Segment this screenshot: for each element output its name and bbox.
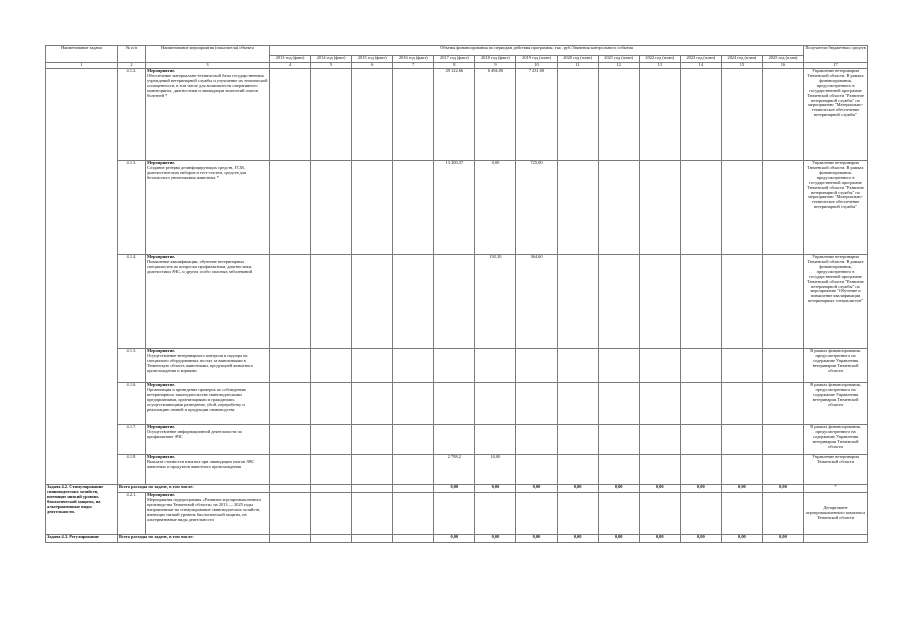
funding-value bbox=[598, 493, 639, 535]
funding-value bbox=[270, 455, 311, 485]
total-value: 0,00 bbox=[639, 485, 680, 493]
event-description bbox=[146, 161, 270, 255]
total-value: 0,00 bbox=[557, 485, 598, 493]
funding-value bbox=[270, 425, 311, 455]
funding-value bbox=[270, 383, 311, 425]
funding-value bbox=[270, 349, 311, 383]
funding-value bbox=[557, 161, 598, 255]
funding-value bbox=[598, 383, 639, 425]
funding-value bbox=[516, 455, 557, 485]
table-row bbox=[46, 455, 868, 485]
recipient: Управление ветеринарии Тюменской области. В рамках финансирования, предусмотренного в государственной программе Тюменской области "Развитие ветеринарной службы" по мероприятию "Материально-техническое обеспечение ветеринарной службы" bbox=[804, 161, 868, 255]
funding-value bbox=[721, 455, 762, 485]
funding-value: 0,00 bbox=[475, 161, 516, 255]
funding-value: 13 200,37 bbox=[434, 161, 475, 255]
funding-value bbox=[516, 493, 557, 535]
event-number: 4.1.8. bbox=[118, 455, 146, 485]
funding-value bbox=[311, 161, 352, 255]
funding-value bbox=[352, 425, 393, 455]
total-value bbox=[352, 535, 393, 543]
total-value: 0,00 bbox=[516, 535, 557, 543]
funding-value bbox=[352, 383, 393, 425]
recipient: В рамках финансирования, предусмотренного на содержание Управления ветеринарии Тюменской области bbox=[804, 349, 868, 383]
funding-value bbox=[680, 161, 721, 255]
funding-value bbox=[762, 161, 803, 255]
funding-value bbox=[762, 69, 803, 161]
event-description bbox=[146, 69, 270, 161]
funding-value bbox=[352, 255, 393, 349]
funding-value bbox=[762, 383, 803, 425]
funding-value bbox=[557, 493, 598, 535]
table-row bbox=[46, 383, 868, 425]
total-value: 0,00 bbox=[639, 535, 680, 543]
event-number: 4.1.3. bbox=[118, 161, 146, 255]
funding-value bbox=[311, 455, 352, 485]
total-value: 0,00 bbox=[434, 535, 475, 543]
funding-value bbox=[721, 425, 762, 455]
column-number: 1 bbox=[46, 63, 118, 69]
funding-value bbox=[762, 255, 803, 349]
year-header: 2018 год (факт) bbox=[475, 56, 516, 63]
funding-value bbox=[557, 69, 598, 161]
column-number: 15 bbox=[721, 63, 762, 69]
funding-value bbox=[639, 255, 680, 349]
funding-value bbox=[598, 349, 639, 383]
year-header: 2019 год (план) bbox=[516, 56, 557, 63]
header-number: № п/п bbox=[118, 46, 146, 63]
year-header: 2017 год (факт) bbox=[434, 56, 475, 63]
total-value bbox=[393, 485, 434, 493]
task-name: Задача 4.3. Регулирование bbox=[46, 535, 118, 543]
funding-value bbox=[762, 493, 803, 535]
recipient: Управление ветеринарии Тюменской области. В рамках финансирования, предусмотренного в государственной программе Тюменской области "Развитие ветеринарной службы" по мероприятию "Обучение и повышение квалификации ветеринарных специалистов" bbox=[804, 255, 868, 349]
funding-value bbox=[598, 455, 639, 485]
funding-value bbox=[393, 69, 434, 161]
program-funding-table bbox=[45, 45, 868, 543]
table-row bbox=[46, 255, 868, 349]
funding-value bbox=[393, 255, 434, 349]
event-text: Повышение квалификации, обучение ветеринарных специалистов по вопросам профилактики, диагностики, диагностики АЧС, и других особо опасных заболеваний bbox=[147, 258, 253, 274]
event-title: Мероприятие. bbox=[147, 382, 176, 387]
total-value: 0,00 bbox=[557, 535, 598, 543]
funding-value bbox=[475, 425, 516, 455]
event-description bbox=[146, 493, 270, 535]
column-number: 17 bbox=[804, 63, 868, 69]
event-title: Мероприятие. bbox=[147, 68, 176, 73]
header-event: Наименование мероприятия (показателя) объекта bbox=[146, 46, 270, 63]
table-row bbox=[46, 349, 868, 383]
recipient: Департамент агропромышленного комплекса Тюменской области bbox=[804, 493, 868, 535]
funding-value bbox=[721, 349, 762, 383]
funding-value bbox=[311, 349, 352, 383]
funding-value bbox=[680, 383, 721, 425]
column-number: 5 bbox=[311, 63, 352, 69]
funding-value bbox=[639, 161, 680, 255]
funding-value: 725,00 bbox=[516, 161, 557, 255]
funding-value bbox=[762, 455, 803, 485]
event-number: 4.1.2. bbox=[118, 69, 146, 161]
column-number: 3 bbox=[146, 63, 270, 69]
funding-value bbox=[762, 425, 803, 455]
header-recipient: Получатели бюджетных средств bbox=[804, 46, 868, 63]
total-value: 0,00 bbox=[680, 485, 721, 493]
column-number: 9 bbox=[475, 63, 516, 69]
funding-value bbox=[352, 455, 393, 485]
funding-value bbox=[598, 161, 639, 255]
funding-value bbox=[352, 493, 393, 535]
funding-value bbox=[434, 349, 475, 383]
funding-value bbox=[393, 161, 434, 255]
table-row bbox=[46, 69, 868, 161]
column-number: 11 bbox=[557, 63, 598, 69]
funding-value: 192,30 bbox=[475, 255, 516, 349]
funding-value bbox=[475, 383, 516, 425]
year-header: 2024 год (план) bbox=[721, 56, 762, 63]
total-value: 0,00 bbox=[475, 535, 516, 543]
event-number: 4.1.4. bbox=[118, 255, 146, 349]
column-number: 14 bbox=[680, 63, 721, 69]
year-header: 2022 год (план) bbox=[639, 56, 680, 63]
event-title: Мероприятие. bbox=[147, 254, 176, 259]
funding-value: 6 494,00 bbox=[475, 69, 516, 161]
funding-value bbox=[680, 69, 721, 161]
funding-value bbox=[434, 255, 475, 349]
funding-value bbox=[639, 69, 680, 161]
event-title: Мероприятие. bbox=[147, 424, 176, 429]
total-value: 0,00 bbox=[721, 535, 762, 543]
funding-value bbox=[639, 425, 680, 455]
recipient bbox=[804, 535, 868, 543]
header-funding: Объемы финансирования по периодам действия программы, тыс. руб./Значения контрольного события bbox=[270, 46, 804, 56]
event-number: 4.2.1. bbox=[118, 493, 146, 535]
year-header: 2015 год (факт) bbox=[352, 56, 393, 63]
funding-value bbox=[557, 425, 598, 455]
funding-value: 7 231,00 bbox=[516, 69, 557, 161]
funding-value bbox=[680, 493, 721, 535]
event-text: Мероприятия подпрограммы «Развитие агропромышленного производства Тюменской области» на 2013 — 2025 годы направленные на стимулирование свиноводческих хозяйств, имеющих низкий уровень биологической защиты, на альтернативные виды деятельности bbox=[147, 496, 262, 522]
year-header: 2021 год (план) bbox=[598, 56, 639, 63]
funding-value bbox=[721, 383, 762, 425]
year-header: 2016 год (факт) bbox=[393, 56, 434, 63]
funding-value bbox=[270, 255, 311, 349]
recipient: В рамках финансирования, предусмотренного на содержание Управления ветеринарии Тюменской области bbox=[804, 425, 868, 455]
funding-value bbox=[598, 425, 639, 455]
year-header: 2020 год (план) bbox=[557, 56, 598, 63]
task-name: Задача 4.2. Стимулирование свиноводческих хозяйств, имеющих низкий уровень биологической защиты, на альтернативные виды деятельности. bbox=[46, 485, 118, 535]
funding-value bbox=[639, 383, 680, 425]
event-description bbox=[146, 425, 270, 455]
event-description bbox=[146, 255, 270, 349]
recipient: Управление ветеринарии Тюменской области bbox=[804, 455, 868, 485]
funding-value: 10,00 bbox=[475, 455, 516, 485]
task-total-label: Всего расходы по задаче, в том числе: bbox=[118, 535, 270, 543]
funding-value: 364,60 bbox=[516, 255, 557, 349]
funding-value bbox=[721, 493, 762, 535]
funding-value bbox=[270, 69, 311, 161]
event-text: Создание резерва дезинфицирующих средств, ГСМ, диагностических наборов и тест-систем, средств для безопасного уничтожения животных * bbox=[147, 164, 247, 180]
event-title: Мероприятие. bbox=[147, 454, 176, 459]
event-text: Организация и проведение проверок по соблюдению ветеринарного законодательства свиноводческими предприятиями, организациями и гражданами, осуществляющими разведение, убой, переработку и реализацию свиней и продукции свиноводства bbox=[147, 386, 247, 412]
total-value bbox=[393, 535, 434, 543]
event-title: Мероприятие. bbox=[147, 348, 176, 353]
task-name-cell bbox=[46, 69, 118, 485]
total-value bbox=[270, 485, 311, 493]
recipient: * bbox=[804, 485, 868, 493]
funding-value bbox=[434, 493, 475, 535]
funding-value bbox=[680, 255, 721, 349]
funding-value: 29 122,66 bbox=[434, 69, 475, 161]
funding-value bbox=[557, 349, 598, 383]
year-header: 2025 год (план) bbox=[762, 56, 803, 63]
recipient: В рамках финансирования, предусмотренного на содержание Управления ветеринарии Тюменской области bbox=[804, 383, 868, 425]
funding-value bbox=[352, 161, 393, 255]
total-value: 0,00 bbox=[721, 485, 762, 493]
table-row bbox=[46, 161, 868, 255]
event-description bbox=[146, 383, 270, 425]
funding-value: 2 788,2 bbox=[434, 455, 475, 485]
funding-value bbox=[721, 161, 762, 255]
funding-value bbox=[270, 161, 311, 255]
funding-value bbox=[516, 425, 557, 455]
column-number: 13 bbox=[639, 63, 680, 69]
funding-value bbox=[352, 69, 393, 161]
funding-value bbox=[557, 383, 598, 425]
event-description bbox=[146, 349, 270, 383]
event-description bbox=[146, 455, 270, 485]
column-number: 10 bbox=[516, 63, 557, 69]
event-text: Выплата стоимости изъятых при ликвидации очагов АЧС животных и продуктов животного происхождения bbox=[147, 458, 255, 469]
task-total-row bbox=[46, 535, 868, 543]
column-number: 4 bbox=[270, 63, 311, 69]
recipient: Управление ветеринарии Тюменской области. В рамках финансирования, предусмотренного в государственной программе Тюменской области "Развитие ветеринарной службы" по мероприятию "Материально-техническое обеспечение ветеринарной службы" bbox=[804, 69, 868, 161]
funding-value bbox=[393, 383, 434, 425]
funding-value bbox=[680, 349, 721, 383]
funding-value bbox=[639, 455, 680, 485]
year-header: 2023 год (план) bbox=[680, 56, 721, 63]
total-value: 0,00 bbox=[516, 485, 557, 493]
funding-value bbox=[762, 349, 803, 383]
funding-value bbox=[598, 255, 639, 349]
total-value: 0,00 bbox=[598, 535, 639, 543]
column-number: 7 bbox=[393, 63, 434, 69]
funding-value bbox=[680, 455, 721, 485]
year-header: 2013 год (факт) bbox=[270, 56, 311, 63]
column-number: 12 bbox=[598, 63, 639, 69]
total-value bbox=[311, 485, 352, 493]
total-value: 0,00 bbox=[680, 535, 721, 543]
event-text: Осуществление ветеринарного контроля и надзора на специально оборудованных постах за вывозимыми в Тюменскую область животными, продукцией животного происхождения и кормами bbox=[147, 352, 254, 373]
task-total-row bbox=[46, 485, 868, 493]
column-number: 6 bbox=[352, 63, 393, 69]
total-value: 0,00 bbox=[762, 485, 803, 493]
event-text: Обеспечение материально-технической базы государственных учреждений ветеринарной службы и улучшение их технической оснащенности, в том числе для возможности оперативного мониторинга, диагностики и ликвидации эпизоотий очагов болезней * bbox=[147, 72, 268, 98]
event-number: 4.1.5. bbox=[118, 349, 146, 383]
funding-value bbox=[352, 349, 393, 383]
funding-value bbox=[475, 349, 516, 383]
total-value bbox=[311, 535, 352, 543]
event-text: Осуществление информационной деятельности по профилактике АЧС bbox=[147, 428, 243, 439]
total-value: 0,00 bbox=[434, 485, 475, 493]
table-row bbox=[46, 425, 868, 455]
funding-value bbox=[721, 69, 762, 161]
funding-value bbox=[434, 425, 475, 455]
column-number: 2 bbox=[118, 63, 146, 69]
total-value bbox=[270, 535, 311, 543]
funding-value bbox=[475, 493, 516, 535]
year-header: 2014 год (факт) bbox=[311, 56, 352, 63]
total-value bbox=[352, 485, 393, 493]
funding-value bbox=[434, 383, 475, 425]
funding-value bbox=[680, 425, 721, 455]
total-value: 0,00 bbox=[598, 485, 639, 493]
funding-value bbox=[639, 493, 680, 535]
funding-value bbox=[311, 383, 352, 425]
funding-value bbox=[311, 493, 352, 535]
funding-value bbox=[311, 425, 352, 455]
column-number: 8 bbox=[434, 63, 475, 69]
funding-value bbox=[393, 455, 434, 485]
funding-value bbox=[393, 493, 434, 535]
table-row bbox=[46, 493, 868, 535]
task-total-label: Всего расходы по задаче, в том числе: bbox=[118, 485, 270, 493]
total-value: 0,00 bbox=[762, 535, 803, 543]
event-number: 4.1.6. bbox=[118, 383, 146, 425]
event-title: Мероприятие. bbox=[147, 160, 176, 165]
funding-value bbox=[311, 255, 352, 349]
total-value: 0,00 bbox=[475, 485, 516, 493]
funding-value bbox=[557, 455, 598, 485]
funding-value bbox=[393, 349, 434, 383]
funding-value bbox=[557, 255, 598, 349]
funding-value bbox=[516, 349, 557, 383]
funding-value bbox=[516, 383, 557, 425]
event-title: Мероприятие. bbox=[147, 492, 176, 497]
document-page bbox=[45, 45, 867, 543]
funding-value bbox=[598, 69, 639, 161]
event-number: 4.1.7. bbox=[118, 425, 146, 455]
column-number: 16 bbox=[762, 63, 803, 69]
funding-value bbox=[311, 69, 352, 161]
funding-value bbox=[393, 425, 434, 455]
funding-value bbox=[721, 255, 762, 349]
header-task: Наименование задачи bbox=[46, 46, 118, 63]
funding-value bbox=[639, 349, 680, 383]
funding-value bbox=[270, 493, 311, 535]
